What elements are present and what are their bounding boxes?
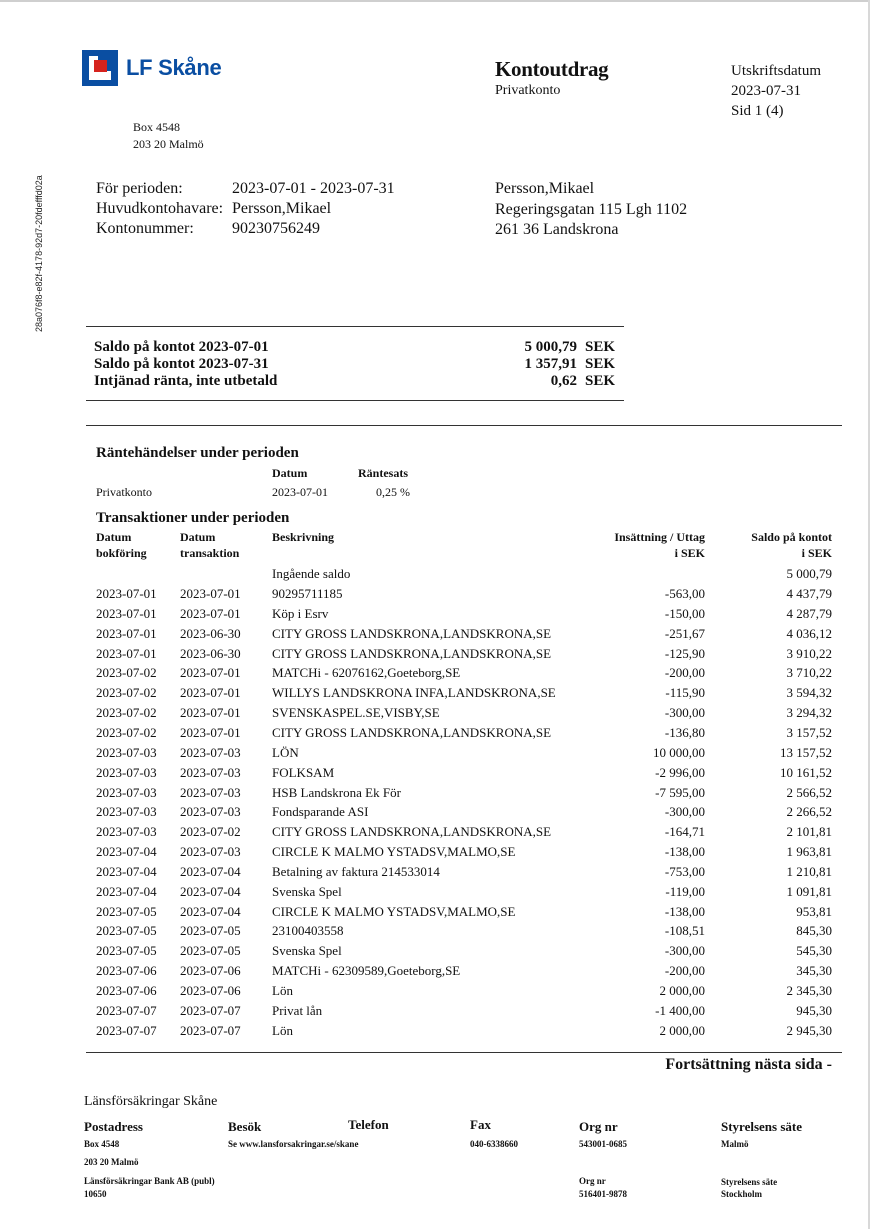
tx-description: Fondsparande ASI: [272, 804, 369, 820]
summary-label: Saldo på kontot 2023-07-01: [94, 339, 269, 355]
tx-amount: -119,00: [665, 883, 705, 899]
transaction-row: [0, 785, 870, 805]
tx-description: Svenska Spel: [272, 943, 342, 959]
tx-description: Privat lån: [272, 1002, 323, 1018]
tx-description: SVENSKASPEL.SE,VISBY,SE: [272, 705, 440, 721]
document-subtitle: Privatkonto: [495, 83, 561, 98]
tx-amount: 10 000,00: [653, 744, 705, 760]
summary-currency: SEK: [585, 356, 616, 372]
footer-seat-label: Styrelsens säte: [721, 1119, 803, 1134]
tx-balance: 1 963,81: [786, 844, 832, 860]
tx-description: CITY GROSS LANDSKRONA,LANDSKRONA,SE: [272, 724, 552, 740]
summary-currency: SEK: [585, 339, 616, 355]
print-date-label: Utskriftsdatum: [731, 63, 821, 79]
footer-fax-value: 040-6338660: [470, 1139, 518, 1149]
tx-book-date: 2023-07-04: [96, 863, 157, 879]
tx-description: HSB Landskrona Ek För: [272, 784, 401, 800]
footer-seat2-value: Stockholm: [721, 1189, 763, 1199]
interest-col-date: Datum: [272, 466, 308, 480]
transaction-row: [0, 765, 870, 785]
transaction-row: [0, 685, 870, 705]
tx-balance: 4 287,79: [786, 605, 832, 621]
page-top-border: [0, 0, 870, 2]
footer-company: Länsförsäkringar Skåne: [84, 1094, 218, 1109]
tx-description: Svenska Spel: [272, 883, 342, 899]
tx-balance: 2 945,30: [786, 1022, 832, 1038]
footer-postadress-1: Box 4548: [84, 1139, 120, 1149]
tx-trans-date: 2023-07-03: [180, 764, 241, 780]
tx-amount: -300,00: [664, 943, 705, 959]
sender-line-1: Box 4548: [133, 120, 181, 134]
tx-description: MATCHi - 62076162,Goeteborg,SE: [272, 665, 461, 681]
tx-book-date: 2023-07-05: [96, 923, 157, 939]
summary-amount: 5 000,79: [524, 339, 577, 355]
tx-description: WILLYS LANDSKRONA INFA,LANDSKRONA,SE: [272, 685, 556, 701]
tx-description: 23100403558: [272, 923, 344, 939]
tx-trans-date: 2023-07-03: [180, 844, 241, 860]
footer-besok-label: Besök: [228, 1119, 262, 1134]
account-number-value: 90230756249: [232, 220, 320, 237]
tx-amount: -115,90: [665, 685, 705, 701]
tx-trans-date: 2023-07-07: [180, 1022, 241, 1038]
tx-amount: -125,90: [664, 645, 705, 661]
tx-trans-date: 2023-07-06: [180, 983, 241, 998]
col-balance-sub: i SEK: [801, 546, 832, 560]
tx-balance: 3 294,32: [786, 705, 832, 721]
tx-amount: -7 595,00: [655, 784, 705, 800]
col-amount: Insättning / Uttag: [614, 530, 705, 544]
document-title: Kontoutdrag: [495, 57, 609, 81]
tx-amount: -1 400,00: [655, 1002, 705, 1018]
tx-balance: 2 345,30: [786, 983, 832, 998]
tx-balance: 3 710,22: [786, 665, 832, 681]
transaction-row: [0, 904, 870, 924]
tx-book-date: 2023-07-03: [96, 824, 157, 840]
tx-balance: 953,81: [796, 903, 832, 919]
tx-book-date: 2023-07-02: [96, 665, 157, 681]
col-description: Beskrivning: [272, 530, 335, 544]
tx-description: Lön: [272, 983, 293, 998]
transaction-row: [0, 725, 870, 745]
tx-balance: 345,30: [796, 963, 832, 979]
transaction-row: [0, 646, 870, 666]
tx-trans-date: 2023-07-01: [180, 605, 241, 621]
tx-trans-date: 2023-07-01: [180, 685, 241, 701]
tx-book-date: 2023-07-01: [96, 645, 157, 661]
footer-bank-name: Länsförsäkringar Bank AB (publ): [84, 1176, 215, 1186]
tx-description: CIRCLE K MALMO YSTADSV,MALMO,SE: [272, 844, 516, 860]
tx-book-date: 2023-07-06: [96, 983, 157, 998]
tx-trans-date: 2023-06-30: [180, 625, 241, 641]
tx-book-date: 2023-07-05: [96, 943, 157, 959]
recipient-city: 261 36 Landskrona: [495, 221, 619, 238]
period-value: 2023-07-01 - 2023-07-31: [232, 180, 395, 197]
brand-name: LF Skåne: [126, 55, 222, 80]
tx-trans-date: 2023-07-03: [180, 744, 241, 760]
tx-balance: 3 910,22: [786, 645, 832, 661]
transaction-row: [0, 586, 870, 606]
continued-note: Fortsättning nästa sida -: [665, 1056, 832, 1073]
recipient-name: Persson,Mikael: [495, 180, 595, 197]
tx-balance: 2 101,81: [786, 824, 832, 840]
tx-description: CITY GROSS LANDSKRONA,LANDSKRONA,SE: [272, 824, 552, 840]
tx-balance: 4 036,12: [786, 625, 832, 641]
tx-amount: -753,00: [664, 863, 705, 879]
transaction-row: [0, 606, 870, 626]
holder-label: Huvudkontohavare:: [96, 200, 224, 217]
tx-balance: 845,30: [796, 923, 832, 939]
sender-line-2: 203 20 Malmö: [133, 137, 204, 151]
brand-logo: [82, 50, 221, 86]
tx-description: Betalning av faktura 214533014: [272, 863, 440, 879]
tx-trans-date: 2023-07-05: [180, 923, 241, 939]
tx-amount: -200,00: [664, 963, 705, 979]
tx-trans-date: 2023-07-01: [180, 586, 241, 601]
transaction-row: [0, 1003, 870, 1023]
transaction-row: [0, 804, 870, 824]
tx-amount: -300,00: [664, 705, 705, 721]
tx-amount: -251,67: [664, 625, 705, 641]
transaction-row: [0, 705, 870, 725]
tx-book-date: 2023-07-01: [96, 586, 157, 601]
tx-book-date: 2023-07-07: [96, 1002, 157, 1018]
col-balance: Saldo på kontot: [751, 530, 832, 544]
summary-bottom-rule: [86, 400, 624, 401]
period-label: För perioden:: [96, 180, 183, 197]
tx-trans-date: 2023-07-01: [180, 665, 241, 681]
col-amount-sub: i SEK: [674, 546, 705, 560]
tx-book-date: 2023-07-03: [96, 804, 157, 820]
opening-balance-row: [0, 566, 870, 586]
tx-amount: -150,00: [664, 605, 705, 621]
transaction-row: [0, 665, 870, 685]
tx-trans-date: 2023-07-01: [180, 705, 241, 721]
tx-book-date: 2023-07-07: [96, 1022, 157, 1038]
tx-amount: -563,00: [664, 586, 705, 601]
tx-trans-date: 2023-06-30: [180, 645, 241, 661]
tx-amount: 2 000,00: [659, 1022, 705, 1038]
tx-description: FOLKSAM: [272, 764, 335, 780]
tx-trans-date: 2023-07-06: [180, 963, 241, 979]
tx-amount: -200,00: [664, 665, 705, 681]
recipient-street: Regeringsgatan 115 Lgh 1102: [495, 201, 688, 218]
summary-amount: 1 357,91: [524, 356, 577, 372]
transaction-row: [0, 844, 870, 864]
transaction-row: [0, 824, 870, 844]
tx-book-date: 2023-07-02: [96, 685, 157, 701]
footer-orgnr2-label: Org nr: [579, 1176, 606, 1186]
transaction-row: [0, 745, 870, 765]
summary-label: Intjänad ränta, inte utbetald: [94, 373, 278, 389]
tx-balance: 2 266,52: [786, 804, 832, 820]
transaction-row: [0, 923, 870, 943]
col-book-date: Datum: [96, 530, 132, 544]
holder-value: Persson,Mikael: [232, 200, 332, 217]
tx-balance: 10 161,52: [780, 764, 832, 780]
tx-description: Lön: [272, 1022, 293, 1038]
tx-balance: 13 157,52: [780, 744, 832, 760]
footer-postadress-2: 203 20 Malmö: [84, 1157, 139, 1167]
tx-book-date: 2023-07-02: [96, 724, 157, 740]
tx-balance: 3 594,32: [786, 685, 832, 701]
tx-description: LÖN: [272, 744, 299, 760]
tx-amount: -2 996,00: [655, 764, 705, 780]
tx-amount: -300,00: [664, 804, 705, 820]
tx-trans-date: 2023-07-05: [180, 943, 241, 959]
print-date-value: 2023-07-31: [731, 83, 801, 99]
tx-description: Köp i Esrv: [272, 605, 329, 621]
document-id: 28a076f8-e82f-4178-92d7-20fdefffd02a: [34, 175, 44, 332]
page-indicator: Sid 1 (4): [731, 103, 784, 119]
col-book-date-sub: bokföring: [96, 546, 147, 560]
footer-orgnr2-value: 516401-9878: [579, 1189, 627, 1199]
account-number-label: Kontonummer:: [96, 220, 194, 237]
tx-trans-date: 2023-07-04: [180, 903, 241, 919]
tx-trans-date: 2023-07-03: [180, 804, 241, 820]
tx-balance: 1 210,81: [786, 863, 832, 879]
tx-description: 90295711185: [272, 586, 343, 601]
tx-description: CIRCLE K MALMO YSTADSV,MALMO,SE: [272, 903, 516, 919]
transactions-bottom-rule: [86, 1052, 842, 1053]
tx-amount: -138,00: [664, 903, 705, 919]
tx-trans-date: 2023-07-04: [180, 863, 241, 879]
tx-book-date: 2023-07-02: [96, 705, 157, 721]
opening-desc: Ingående saldo: [272, 566, 351, 581]
tx-amount: -108,51: [664, 923, 705, 939]
transaction-row: [0, 864, 870, 884]
interest-row-rate: 0,25 %: [376, 485, 410, 499]
footer-postadress-label: Postadress: [84, 1119, 143, 1134]
transaction-row: [0, 963, 870, 983]
tx-book-date: 2023-07-03: [96, 764, 157, 780]
tx-balance: 545,30: [796, 943, 832, 959]
opening-balance: 5 000,79: [786, 566, 832, 581]
transaction-row: [0, 884, 870, 904]
interest-title: Räntehändelser under perioden: [96, 445, 299, 461]
footer-seat-value: Malmö: [721, 1139, 749, 1149]
tx-book-date: 2023-07-01: [96, 625, 157, 641]
footer-bank-postal: 10650: [84, 1189, 107, 1199]
col-trans-date-sub: transaktion: [180, 546, 240, 560]
interest-row-date: 2023-07-01: [272, 485, 328, 499]
interest-row-label: Privatkonto: [96, 485, 152, 499]
transaction-row: [0, 943, 870, 963]
tx-trans-date: 2023-07-04: [180, 883, 241, 899]
tx-book-date: 2023-07-06: [96, 963, 157, 979]
tx-book-date: 2023-07-04: [96, 844, 157, 860]
transaction-row: [0, 983, 870, 1003]
tx-description: CITY GROSS LANDSKRONA,LANDSKRONA,SE: [272, 625, 552, 641]
summary-top-rule: [86, 326, 624, 327]
summary-label: Saldo på kontot 2023-07-31: [94, 356, 269, 372]
tx-description: CITY GROSS LANDSKRONA,LANDSKRONA,SE: [272, 645, 552, 661]
tx-balance: 3 157,52: [786, 724, 832, 740]
tx-trans-date: 2023-07-03: [180, 784, 241, 800]
tx-book-date: 2023-07-03: [96, 744, 157, 760]
tx-balance: 945,30: [796, 1002, 832, 1018]
tx-balance: 4 437,79: [786, 586, 832, 601]
transaction-row: [0, 626, 870, 646]
lf-logo-icon: [82, 50, 118, 86]
tx-book-date: 2023-07-03: [96, 784, 157, 800]
transaction-row: [0, 1023, 870, 1043]
tx-amount: 2 000,00: [659, 983, 705, 998]
footer-besok-link[interactable]: Se www.lansforsakringar.se/skane: [228, 1139, 359, 1149]
tx-amount: -136,80: [664, 724, 705, 740]
footer-orgnr-label: Org nr: [579, 1119, 618, 1134]
tx-trans-date: 2023-07-01: [180, 724, 241, 740]
tx-amount: -138,00: [664, 844, 705, 860]
footer-fax-label: Fax: [470, 1117, 491, 1132]
summary-currency: SEK: [585, 373, 616, 389]
summary-amount: 0,62: [550, 373, 577, 389]
tx-book-date: 2023-07-01: [96, 605, 157, 621]
footer-orgnr-value: 543001-0685: [579, 1139, 627, 1149]
tx-description: MATCHi - 62309589,Goeteborg,SE: [272, 963, 461, 979]
footer-telefon-label: Telefon: [348, 1117, 389, 1132]
transactions-title: Transaktioner under perioden: [96, 510, 290, 526]
tx-book-date: 2023-07-04: [96, 883, 157, 899]
interest-col-rate: Räntesats: [358, 466, 408, 480]
tx-balance: 1 091,81: [786, 883, 832, 899]
col-trans-date: Datum: [180, 530, 216, 544]
tx-amount: -164,71: [664, 824, 705, 840]
footer-seat2-label: Styrelsens säte: [721, 1177, 778, 1187]
section-rule: [86, 425, 842, 426]
tx-book-date: 2023-07-05: [96, 903, 157, 919]
tx-balance: 2 566,52: [786, 784, 832, 800]
tx-trans-date: 2023-07-02: [180, 824, 241, 840]
tx-trans-date: 2023-07-07: [180, 1002, 241, 1018]
